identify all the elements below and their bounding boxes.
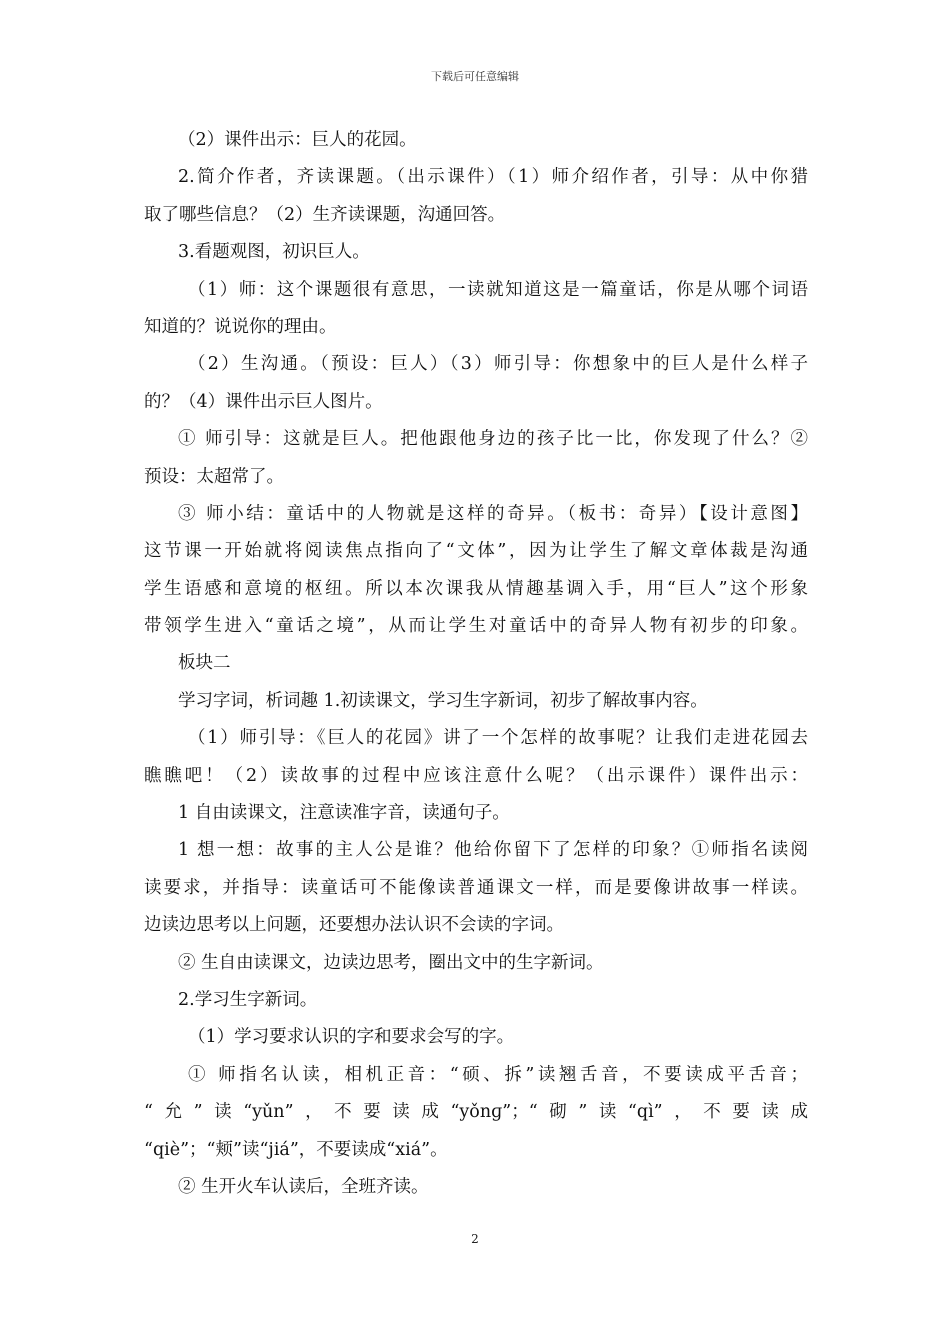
text-line: 知道的？说说你的理由。 xyxy=(144,316,337,337)
text-line: ② 生自由读课文，边读边思考，圈出文中的生字新词。 xyxy=(178,952,604,973)
text-line: ② 生开火车认读后，全班齐读。 xyxy=(178,1176,429,1197)
document-body xyxy=(144,122,808,1206)
text-line: 的？（4）课件出示巨人图片。 xyxy=(144,391,383,412)
text-line: ① 师指名认读，相机正音：“硕、拆”读翘舌音，不要读成平舌音； xyxy=(188,1064,808,1085)
text-line: “允”读“yǔn”，不要读成“yǒnɡ”；“砌”读“qì”，不要读成 xyxy=(144,1102,808,1123)
text-line: 边读边思考以上问题，还要想办法认识不会读的字词。 xyxy=(144,915,564,936)
text-line: （1）师引导：《巨人的花园》讲了一个怎样的故事呢？让我们走进花园去 xyxy=(188,728,808,749)
text-line: 3.看题观图，初识巨人。 xyxy=(178,242,370,263)
text-line: 取了哪些信息？（2）生齐读课题，沟通回答。 xyxy=(144,204,506,225)
text-line: 瞧瞧吧！（2）读故事的过程中应该注意什么呢？（出示课件）课件出示： xyxy=(144,765,808,786)
text-line: ③ 师小结：童话中的人物就是这样的奇异。（板书：奇异）【设计意图】 xyxy=(178,503,808,524)
text-line: 学习字词，析词趣 1.初读课文，学习生字新词，初步了解故事内容。 xyxy=(178,690,708,711)
text-line: （1）学习要求认识的字和要求会写的字。 xyxy=(188,1027,515,1048)
text-line: 2.学习生字新词。 xyxy=(178,989,318,1010)
text-line: 预设：太超常了。 xyxy=(144,466,284,487)
text-line: ① 师引导：这就是巨人。把他跟他身边的孩子比一比，你发现了什么？② xyxy=(178,429,808,450)
text-line: 学生语感和意境的枢纽。所以本次课我从情趣基调入手，用“巨人”这个形象 xyxy=(144,578,809,599)
text-line: “qiè”；“颊”读“jiá”，不要读成“xiá”。 xyxy=(144,1139,448,1160)
page-header: 下载后可任意编辑 xyxy=(431,70,519,83)
text-line: 这节课一开始就将阅读焦点指向了“文体”，因为让学生了解文章体裁是沟通 xyxy=(144,541,808,562)
text-line: （2）课件出示：巨人的花园。 xyxy=(178,130,417,150)
text-line: （2）生沟通。（预设：巨人）（3）师引导：你想象中的巨人是什么样子 xyxy=(188,354,808,375)
text-line: （1）师：这个课题很有意思，一读就知道这是一篇童话，你是从哪个词语 xyxy=(188,279,808,300)
text-line: 1 自由读课文，注意读准字音，读通句子。 xyxy=(178,803,510,824)
text-line: 读要求，并指导：读童话可不能像读普通课文一样，而是要像讲故事一样读。 xyxy=(144,877,808,898)
page-number: 2 xyxy=(471,1232,479,1246)
text-line: 带领学生进入“童话之境”，从而让学生对童话中的奇异人物有初步的印象。 xyxy=(144,616,808,637)
text-line: 1 想一想：故事的主人公是谁？他给你留下了怎样的印象？①师指名读阅 xyxy=(178,840,808,861)
section-heading: 板块二 xyxy=(178,653,231,674)
text-line: 2.简介作者，齐读课题。（出示课件）（1）师介绍作者，引导：从中你猎 xyxy=(178,167,808,188)
